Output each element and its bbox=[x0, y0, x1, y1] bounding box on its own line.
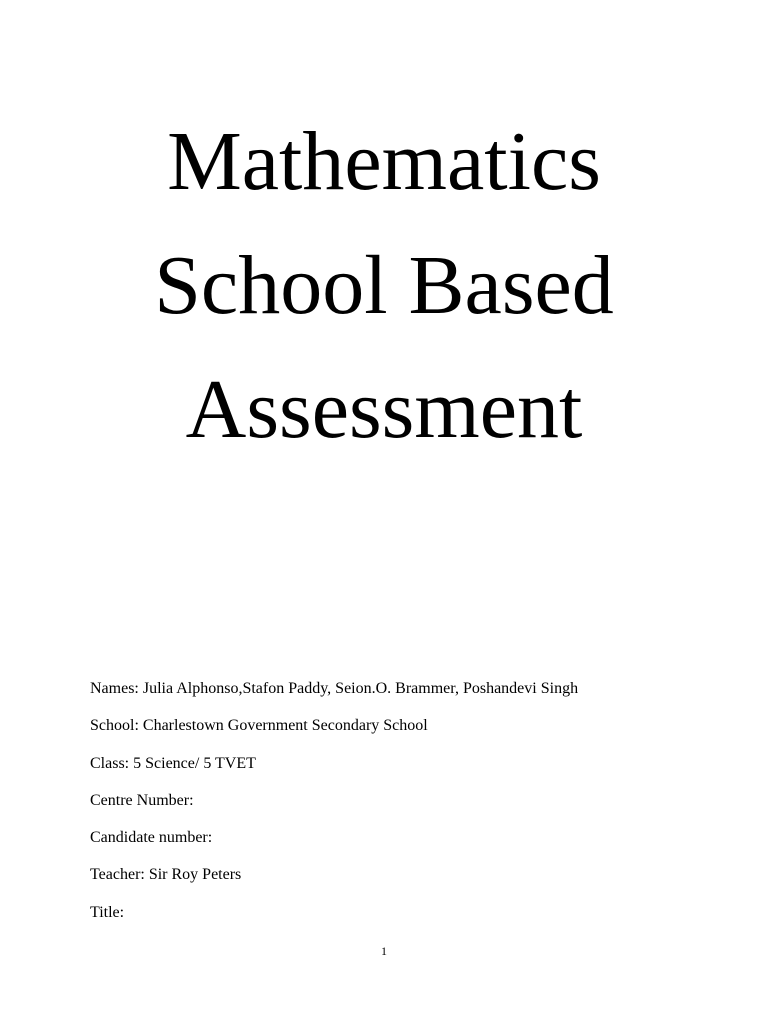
document-title bbox=[0, 100, 768, 472]
centre-number-line: Centre Number: bbox=[90, 791, 194, 809]
class-line: Class: 5 Science/ 5 TVET bbox=[90, 754, 256, 772]
title-line: Title: bbox=[90, 903, 125, 921]
title-line-2: School Based bbox=[154, 239, 614, 332]
page-number: 1 bbox=[381, 944, 387, 958]
title-line-3: Assessment bbox=[185, 363, 583, 456]
cover-details bbox=[90, 679, 730, 940]
candidate-number-line: Candidate number: bbox=[90, 829, 213, 847]
school-line: School: Charlestown Government Secondary School bbox=[90, 717, 428, 735]
names-line: Names: Julia Alphonso,Stafon Paddy, Seion.O. Brammer, Poshandevi Singh bbox=[90, 680, 579, 697]
title-line-1: Mathematics bbox=[167, 115, 601, 208]
teacher-line: Teacher: Sir Roy Peters bbox=[90, 866, 242, 884]
